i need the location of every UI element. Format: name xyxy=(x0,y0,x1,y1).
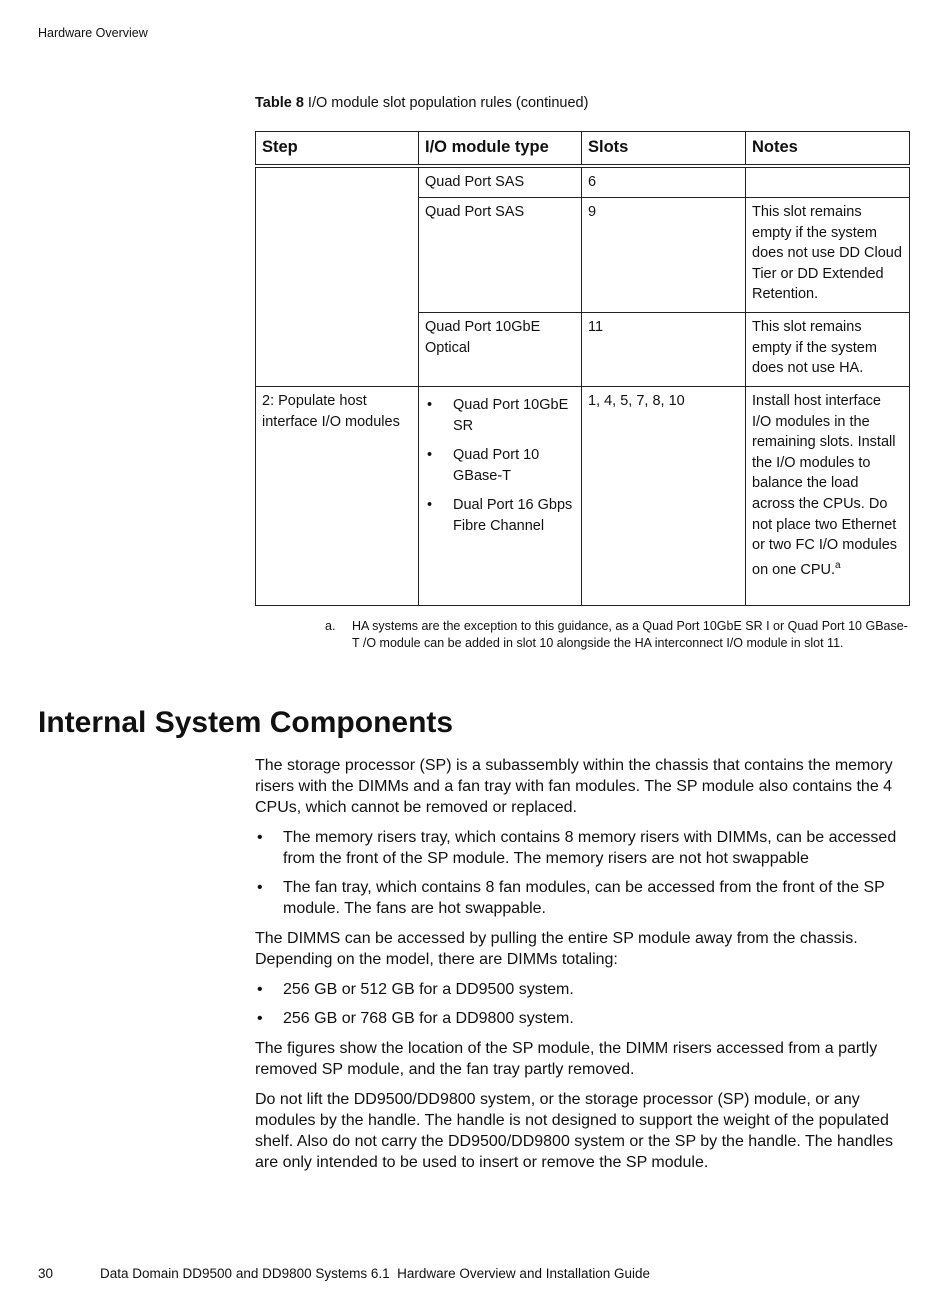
col-header: Notes xyxy=(746,132,910,166)
table-row xyxy=(256,166,910,198)
type-cell: Quad Port 10GbE Optical xyxy=(419,313,582,387)
list-item: • 256 GB or 512 GB for a DD9500 system. xyxy=(255,979,910,1000)
col-header: I/O module type xyxy=(419,132,582,166)
document-title: Data Domain DD9500 and DD9800 Systems 6.1 Hardware Overview and Installation Guide xyxy=(100,1266,651,1281)
section-body xyxy=(255,755,910,1182)
section-title: Internal System Components xyxy=(38,706,454,739)
type-list-item: • Dual Port 16 Gbps Fibre Channel xyxy=(425,495,575,536)
slots-cell: 1, 4, 5, 7, 8, 10 xyxy=(582,387,746,606)
type-cell xyxy=(419,387,582,606)
paragraph: The storage processor (SP) is a subassembly within the chassis that contains the memory risers with the DIMMs and a fan tray with fan modules. The SP module also contains the 4 CPUs, which cannot be removed or replaced. xyxy=(255,757,893,816)
type-list-item: • Quad Port 10 GBase-T xyxy=(425,445,575,486)
footnote-marker: a. xyxy=(325,619,336,633)
page-number: 30 xyxy=(38,1266,54,1281)
notes-text: Install host interface I/O modules in the remaining slots. Install the I/O modules to balance the load across the CPUs. Do not place two Ethernet or two FC I/O modules on one CPU. xyxy=(752,393,898,578)
type-cell: Quad Port SAS xyxy=(419,166,582,198)
list-item: • The fan tray, which contains 8 fan modules, can be accessed from the front of the SP module. The fans are hot swappable. xyxy=(255,877,910,919)
table-caption xyxy=(255,95,588,111)
footnote-ref[interactable]: a xyxy=(835,559,841,571)
bullet-list xyxy=(255,979,910,1029)
col-header: Slots xyxy=(582,132,746,166)
col-header: Step xyxy=(256,132,419,166)
io-module-table xyxy=(255,131,910,606)
table-row xyxy=(256,387,910,606)
table-header-row xyxy=(256,132,910,166)
notes-cell: This slot remains empty if the system does not use HA. xyxy=(746,313,910,387)
type-list-item: • Quad Port 10GbE SR xyxy=(425,395,575,436)
notes-cell xyxy=(746,166,910,198)
slots-cell: 11 xyxy=(582,313,746,387)
step-cell xyxy=(256,166,419,387)
notes-cell: This slot remains empty if the system does not use DD Cloud Tier or DD Extended Retention. xyxy=(746,198,910,313)
list-item: • The memory risers tray, which contains 8 memory risers with DIMMs, can be accessed from the front of the SP module. The memory risers are not hot swappable xyxy=(255,827,910,869)
slots-cell: 9 xyxy=(582,198,746,313)
slots-cell: 6 xyxy=(582,166,746,198)
table-label: Table 8 xyxy=(255,95,304,111)
list-item: • 256 GB or 768 GB for a DD9800 system. xyxy=(255,1008,910,1029)
table-title: I/O module slot population rules (continued) xyxy=(307,95,589,111)
running-header: Hardware Overview xyxy=(38,26,148,40)
paragraph: Do not lift the DD9500/DD9800 system, or the storage processor (SP) module, or any modules by the handle. The handle is not designed to support the weight of the populated shelf. Also do not carry the DD9500/DD9800 system or the SP by the handle. The handles are only intended to be used to insert or remove the SP module. xyxy=(255,1091,894,1171)
step-cell: 2: Populate host interface I/O modules xyxy=(256,387,419,606)
paragraph: The figures show the location of the SP module, the DIMM risers accessed from a partly removed SP module, and the fan tray partly removed. xyxy=(255,1040,878,1078)
table-footnote xyxy=(325,618,910,652)
bullet-list xyxy=(255,827,910,919)
type-cell: Quad Port SAS xyxy=(419,198,582,313)
paragraph: The DIMMS can be accessed by pulling the entire SP module away from the chassis. Depending on the model, there are DIMMs totaling: xyxy=(255,930,858,968)
notes-cell xyxy=(746,387,910,606)
footnote-text: HA systems are the exception to this guidance, as a Quad Port 10GbE SR I or Quad Port 10 GBase-T /O module can be added in slot 10 alongside the HA interconnect I/O module in slot 11. xyxy=(352,619,908,650)
